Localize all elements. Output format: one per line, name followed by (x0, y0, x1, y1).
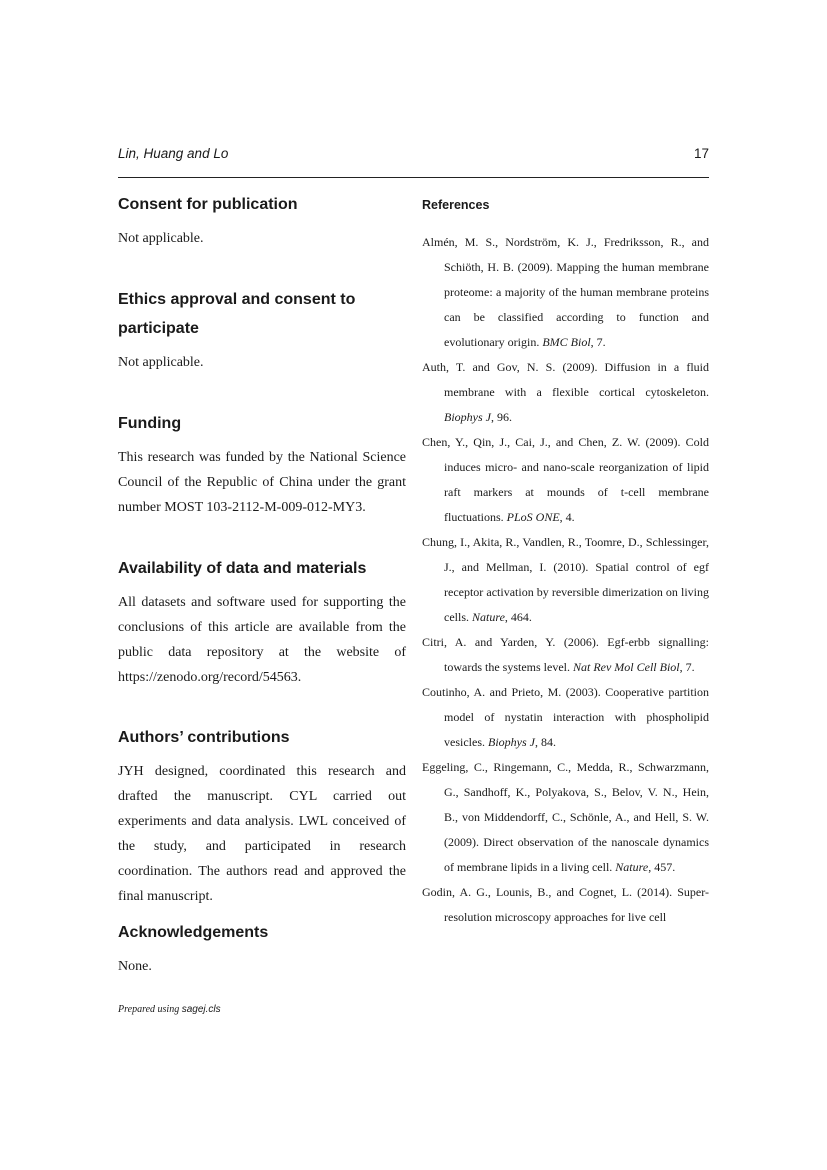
footer-prefix: Prepared using (118, 1004, 182, 1015)
reference-item: Chung, I., Akita, R., Vandlen, R., Toomre, D., Schlessinger, J., and Mellman, I. (2010). Spatial control of egf receptor activation by reversible dimerization on living cells. Nature, 464. (422, 535, 709, 624)
references-title: References (422, 198, 490, 212)
section-funding (118, 409, 406, 520)
section-title: Acknowledgements (118, 924, 269, 941)
section-body: None. (118, 959, 152, 974)
reference-item: Eggeling, C., Ringemann, C., Medda, R., Schwarzmann, G., Sandhoff, K., Polyakova, S., Belov, V. N., Hein, B., von Middendorff, C., Schönle, A., and Hell, S. W. (2009). Direct observation of the nanoscale dynamics of membrane lipids in a living cell. Nature, 457. (422, 760, 709, 874)
reference-item: Citri, A. and Yarden, Y. (2006). Egf-erbb signalling: towards the systems level. Nat Rev Mol Cell Biol, 7. (422, 635, 709, 674)
footer-class-file: sagej.cls (181, 1004, 221, 1015)
reference-item: Coutinho, A. and Prieto, M. (2003). Cooperative partition model of nystatin interaction with phospholipid vesicles. Biophys J, 84. (422, 685, 709, 749)
section-title: Funding (118, 415, 182, 432)
reference-item: Chen, Y., Qin, J., Cai, J., and Chen, Z. W. (2009). Cold induces micro- and nano-scale reorganization of lipid raft markers at mounds of t-cell membrane fluctuations. PLoS ONE, 4. (422, 435, 709, 524)
section-title: Consent for publication (118, 196, 298, 213)
section-availability (118, 554, 406, 690)
running-header (118, 146, 709, 166)
reference-list (422, 230, 709, 930)
reference-item: Auth, T. and Gov, N. S. (2009). Diffusion in a fluid membrane with a flexible cortical cytoskeleton. Biophys J, 96. (422, 360, 709, 424)
footer (118, 1004, 221, 1015)
section-title: Authors’ contributions (118, 729, 290, 746)
section-consent (118, 190, 406, 251)
running-header-authors: Lin, Huang and Lo (118, 146, 229, 161)
section-body: JYH designed, coordinated this research and drafted the manuscript. CYL carried out experiments and data analysis. LWL conceived of the study, and participated in research coordination. The authors read and approved the final manuscript. (118, 764, 406, 904)
section-body: This research was funded by the National Science Council of the Republic of China under the grant number MOST 103-2112-M-009-012-MY3. (118, 450, 406, 515)
section-ethics (118, 285, 406, 375)
section-body: Not applicable. (118, 355, 204, 370)
reference-item: Almén, M. S., Nordström, K. J., Fredriksson, R., and Schiöth, H. B. (2009). Mapping the human membrane proteome: a majority of the human membrane proteins can be classified according to function and evolutionary origin. BMC Biol, 7. (422, 235, 709, 349)
section-title: Ethics approval and consent to participate (118, 291, 356, 337)
right-column (422, 196, 709, 930)
section-body: All datasets and software used for supporting the conclusions of this article are available from the public data repository at the website of https://zenodo.org/record/54563. (118, 595, 406, 685)
header-rule (118, 177, 709, 178)
section-body: Not applicable. (118, 231, 204, 246)
section-title: Availability of data and materials (118, 560, 367, 577)
section-acknowledgements (118, 918, 406, 979)
section-contributions (118, 723, 406, 909)
reference-item: Godin, A. G., Lounis, B., and Cognet, L. (2014). Super-resolution microscopy approaches for live cell (422, 885, 709, 924)
page-number: 17 (693, 146, 709, 161)
